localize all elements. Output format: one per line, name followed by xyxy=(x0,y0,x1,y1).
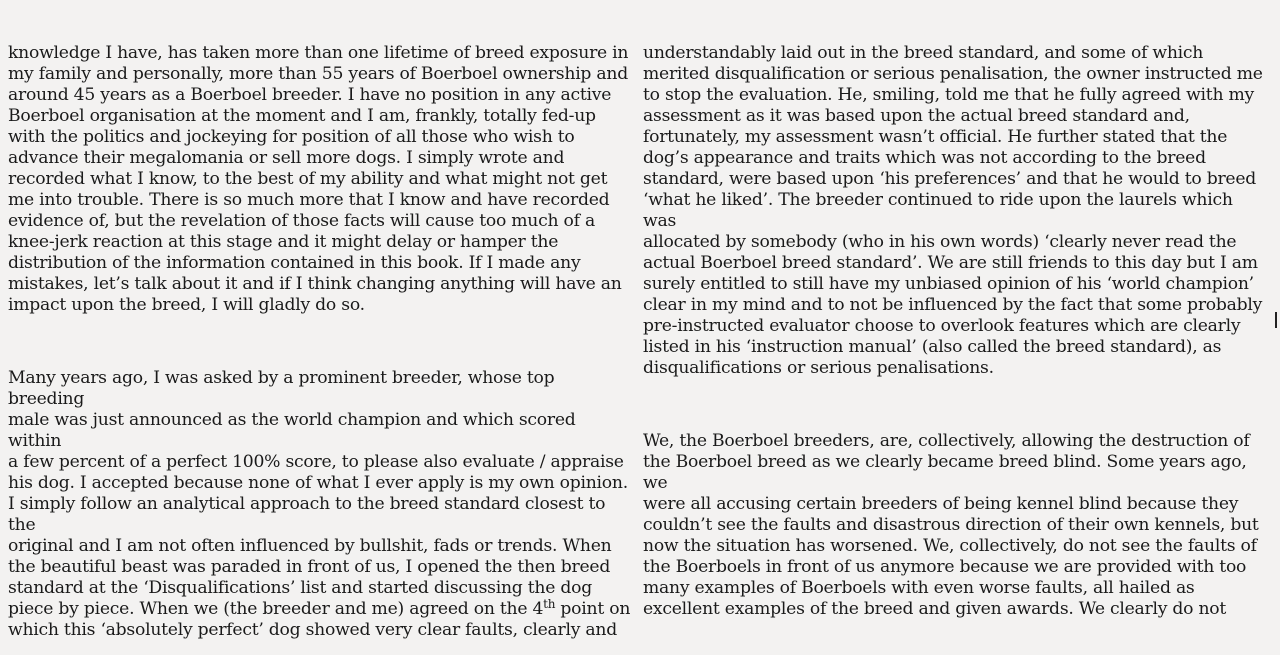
paragraph-world-champion-evaluation xyxy=(8,368,632,641)
paragraph-text-start: Many years ago, I was asked by a prominent breeder, whose top breeding male was just announced as the world champion and which scored within a few percent of a perfect 100% score, to please also evaluate / appraise his dog. I accepted because none of what I ever apply is my own opinion. I simply follow an analytical approach to the breed standard closest to the original and I am not often influenced by bullshit, fads or trends. When the beautiful beast was paraded in front of us, I opened the then breed standard at the ‘Disqualifications’ list and started discussing the dog piece by piece. When we (the breeder and me) agreed on the 4 xyxy=(8,368,628,619)
ordinal-superscript: th xyxy=(543,597,556,611)
paragraph-breeder-background: knowledge I have, has taken more than one lifetime of breed exposure in my family and personally, more than 55 years of Boerboel ownership and around 45 years as a Boerboel breeder. I have no position in any active Boerboel organisation at the moment and I am, frankly, totally fed-up with the politics and jockeying for position of all those who wish to advance their megalomania or sell more dogs. I simply wrote and recorded what I know, to the best of my ability and what might not get me into trouble. There is so much more that I know and have recorded evidence of, but the revelation of those facts will cause too much of a knee-jerk reaction at this stage and it might delay or hamper the distribution of the information contained in this book. If I made any mistakes, let’s talk about it and if I think changing anything will have an impact upon the breed, I will gladly do so. xyxy=(8,43,629,315)
paragraph-text-end: point on which this ‘absolutely perfect’ dog showed very clear faults, clearly and xyxy=(8,599,631,640)
paragraph-evaluation-stopped: understandably laid out in the breed standard, and some of which merited disqualification or serious penalisation, the owner instructed me to stop the evaluation. He, smiling, told me that he fully agreed with my assessment as it was based upon the actual breed standard and, fortunately, my assessment wasn’t official. He further stated that the dog’s appearance and traits which was not according to the breed standard, were based upon ‘his preferences’ and that he would to breed ‘what he liked’. The breeder continued to ride upon the laurels which was allocated by somebody (who in his own words) ‘clearly never read the actual Boerboel breed standard’. We are still friends to this day but I am surely entitled to still have my unbiased opinion of his ‘world champion’ clear in my mind and to not be influenced by the fact that some probably pre-instructed evaluator choose to overlook features which are clearly listed in his ‘instruction manual’ (also called the breed standard), as disqualifications or serious penalisations. xyxy=(643,43,1263,378)
paragraph-breed-blindness: We, the Boerboel breeders, are, collectively, allowing the destruction of the Boerboel breed as we clearly became breed blind. Some years ago, we were all accusing certain breeders of being kennel blind because they couldn’t see the faults and disastrous direction of their own kennels, but now the situation has worsened. We, collectively, do not see the faults of the Boerboels in front of us anymore because we are provided with too many examples of Boerboels with even worse faults, all hailed as excellent examples of the breed and given awards. We clearly do not xyxy=(643,431,1259,619)
left-column xyxy=(8,43,632,641)
text-cursor xyxy=(1275,312,1277,328)
right-column xyxy=(643,43,1263,620)
